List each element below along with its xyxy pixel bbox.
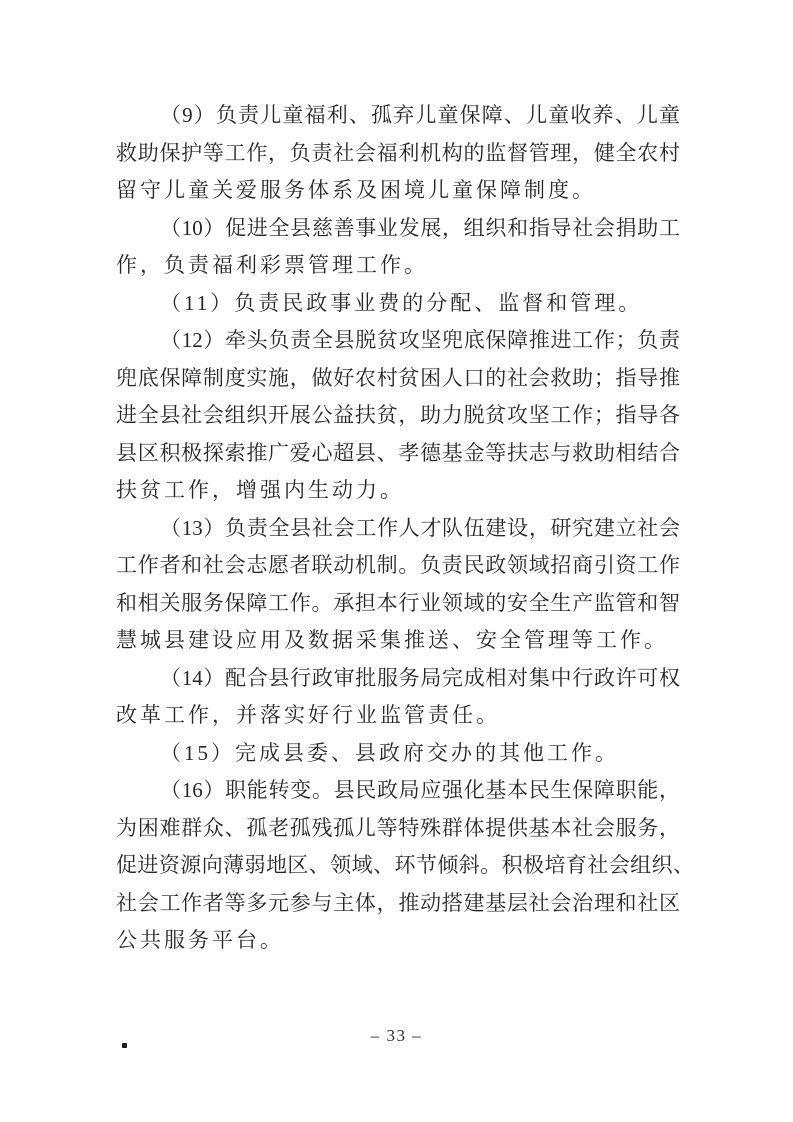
text-line: （14）配合县行政审批服务局完成相对集中行政许可权 [160,665,680,690]
text-line: （15）完成县委、县政府交办的其他工作。 [160,740,619,765]
text-line: 为困难群众、孤老孤残孤儿等特殊群体提供基本社会服务， [116,815,680,840]
text-line: 兜底保障制度实施，做好农村贫困人口的社会救助；指导推 [116,365,680,390]
text-line: （10）促进全县慈善事业发展，组织和指导社会捐助工 [160,215,680,240]
text-line: 救助保护等工作，负责社会福利机构的监督管理，健全农村 [116,140,680,165]
paragraph-14 [116,660,680,735]
text-line: 扶贫工作，增强内生动力。 [116,478,404,502]
text-line: 慧城县建设应用及数据采集推送、安全管理等工作。 [116,628,668,652]
text-line: （12）牵头负责全县脱贫攻坚兜底保障推进工作；负责 [160,328,680,352]
text-line: （13）负责全县社会工作人才队伍建设，研究建立社会 [160,515,680,540]
paragraph-16 [116,772,694,960]
paragraph-10 [116,210,680,285]
paragraph-15 [116,735,680,773]
text-line: 促进资源向薄弱地区、领域、环节倾斜。积极培育社会组织、 [116,853,694,877]
paragraph-13 [116,510,680,660]
text-line: （16）职能转变。县民政局应强化基本民生保障职能， [160,778,680,802]
text-line: 改革工作，并落实好行业监管责任。 [116,703,500,727]
paragraph-11 [116,285,680,323]
text-line: 作，负责福利彩票管理工作。 [116,253,428,277]
text-line: 进全县社会组织开展公益扶贫，助力脱贫攻坚工作；指导各 [116,403,680,427]
paragraph-9 [116,97,680,210]
text-line: 社会工作者等多元参与主体，推动搭建基层社会治理和社区 [116,890,680,915]
ink-dot [122,1043,127,1048]
text-line: 和相关服务保障工作。承担本行业领域的安全生产监管和智 [116,590,680,615]
document-body [116,97,694,960]
paragraph-12 [116,322,680,510]
text-line: 县区积极探索推广爱心超县、孝德基金等扶志与救助相结合 [116,440,680,465]
page-number: – 33 – [370,1026,423,1045]
text-line: 留守儿童关爱服务体系及困境儿童保障制度。 [116,178,596,202]
text-line: 公共服务平台。 [116,928,284,952]
text-line: （9）负责儿童福利、孤弃儿童保障、儿童收养、儿童 [160,103,680,127]
text-line: 工作者和社会志愿者联动机制。负责民政领域招商引资工作 [116,553,680,577]
text-line: （11）负责民政事业费的分配、监督和管理。 [160,290,643,315]
